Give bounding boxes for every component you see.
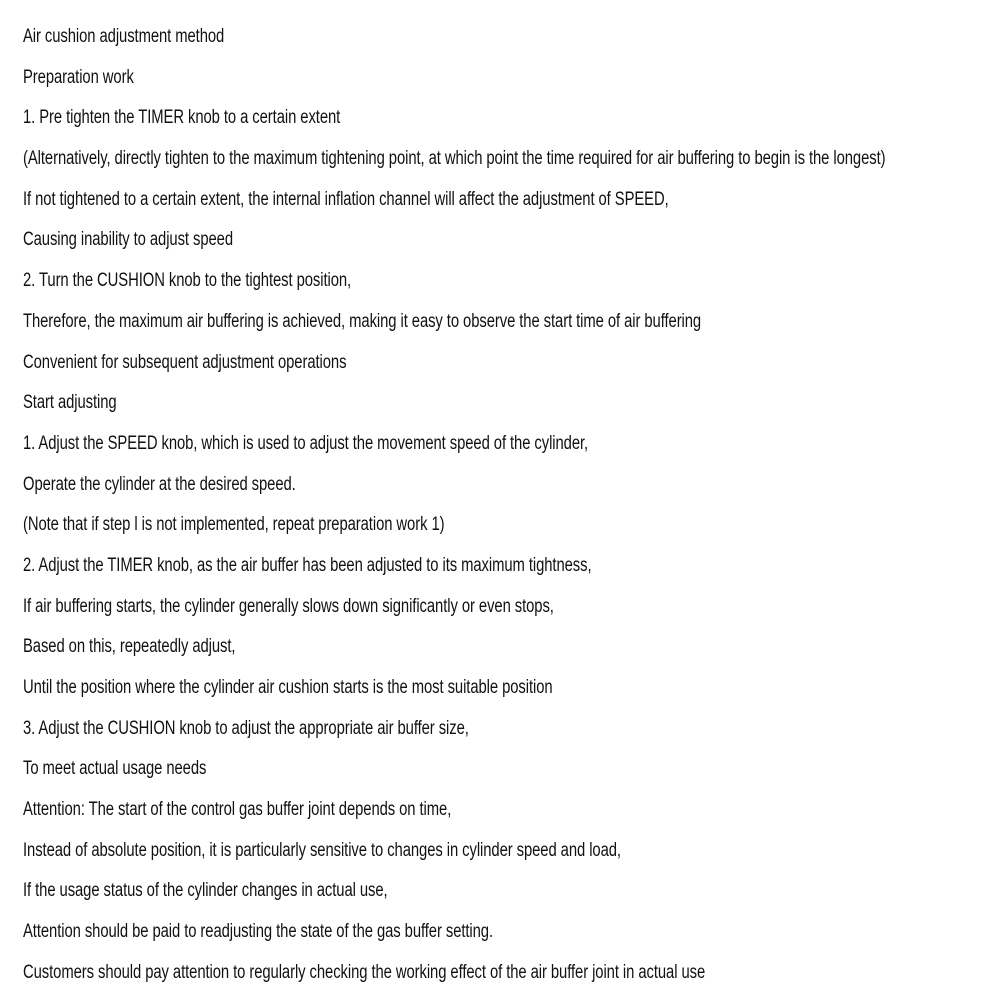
instruction-text bbox=[23, 24, 993, 1001]
text-line: Attention should be paid to readjusting the state of the gas buffer setting. bbox=[23, 921, 494, 943]
text-line: (Note that if step l is not implemented, repeat preparation work 1) bbox=[23, 514, 445, 536]
text-line: Based on this, repeatedly adjust, bbox=[23, 636, 236, 658]
section-heading-preparation: Preparation work bbox=[23, 66, 134, 88]
text-line: Therefore, the maximum air buffering is achieved, making it easy to observe the start time of air buffering bbox=[23, 310, 702, 332]
text-line: 1. Pre tighten the TIMER knob to a certain extent bbox=[23, 107, 341, 129]
text-line: Causing inability to adjust speed bbox=[23, 229, 233, 251]
text-line: To meet actual usage needs bbox=[23, 758, 207, 780]
text-line: 1. Adjust the SPEED knob, which is used to adjust the movement speed of the cylinder, bbox=[23, 432, 589, 454]
text-line: (Alternatively, directly tighten to the maximum tightening point, at which point the time required for air buffering to begin is the longest) bbox=[23, 148, 886, 170]
text-line: Until the position where the cylinder air cushion starts is the most suitable position bbox=[23, 677, 553, 698]
text-line: 2. Turn the CUSHION knob to the tightest position, bbox=[23, 270, 352, 292]
text-line: 2. Adjust the TIMER knob, as the air buffer has been adjusted to its maximum tightness, bbox=[23, 554, 592, 576]
document-title: Air cushion adjustment method bbox=[23, 26, 225, 47]
text-line: If air buffering starts, the cylinder generally slows down significantly or even stops, bbox=[23, 595, 554, 617]
attention-note: Attention: The start of the control gas buffer joint depends on time, bbox=[23, 799, 452, 821]
text-line: Convenient for subsequent adjustment operations bbox=[23, 351, 347, 373]
text-line: 3. Adjust the CUSHION knob to adjust the appropriate air buffer size, bbox=[23, 717, 469, 739]
section-heading-start: Start adjusting bbox=[23, 392, 117, 414]
text-line: If the usage status of the cylinder changes in actual use, bbox=[23, 880, 388, 902]
text-line: If not tightened to a certain extent, the internal inflation channel will affect the adjustment of SPEED, bbox=[23, 188, 669, 210]
text-line: Operate the cylinder at the desired speed. bbox=[23, 473, 296, 495]
text-line: Instead of absolute position, it is particularly sensitive to changes in cylinder speed and load, bbox=[23, 839, 621, 861]
text-line: Customers should pay attention to regularly checking the working effect of the air buffer joint in actual use bbox=[23, 961, 706, 983]
